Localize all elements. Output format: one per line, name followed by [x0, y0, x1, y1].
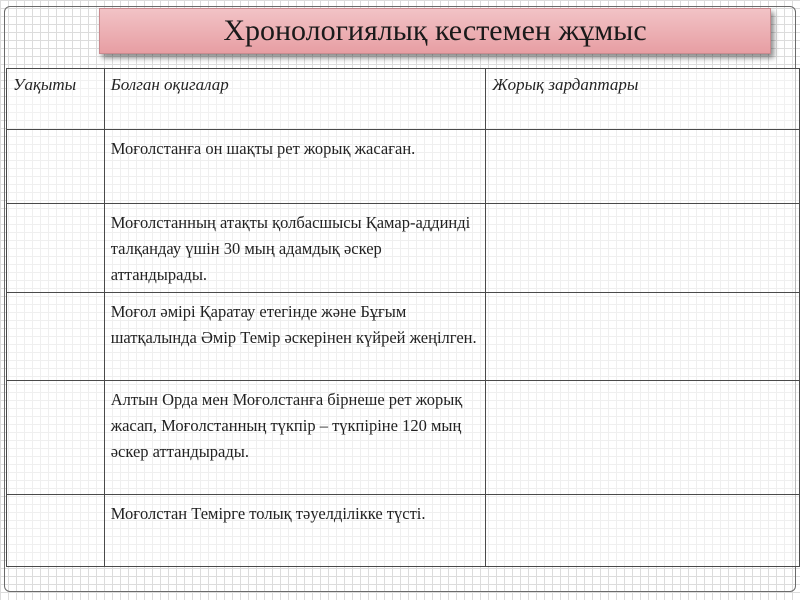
cell-event: Моғолстан Темірге толық тәуелділікке түсті. [104, 495, 486, 567]
header-time: Уақыты [7, 69, 105, 130]
cell-event: Моғолстанның атақты қолбасшысы Қамар-аддинді талқандау үшін 30 мың адамдық әскер аттандырады. [104, 204, 486, 293]
table-row [7, 495, 800, 567]
cell-consequence[interactable] [486, 495, 800, 567]
cell-consequence[interactable] [486, 204, 800, 293]
cell-event: Алтын Орда мен Моғолстанға бірнеше рет жорық жасап, Моғолстанның түкпір – түкпіріне 120 мың әскер аттандырады. [104, 381, 486, 495]
cell-time[interactable] [7, 204, 105, 293]
cell-time[interactable] [7, 381, 105, 495]
cell-consequence[interactable] [486, 293, 800, 381]
cell-time[interactable] [7, 495, 105, 567]
cell-event: Моғолстанға он шақты рет жорық жасаған. [104, 130, 486, 204]
cell-consequence[interactable] [486, 381, 800, 495]
table-row [7, 130, 800, 204]
table-row [7, 293, 800, 381]
chronology-table [6, 68, 800, 567]
header-events: Болган оқигалар [104, 69, 486, 130]
page-title: Хронологиялық кестемен жұмыс [223, 14, 647, 47]
cell-consequence[interactable] [486, 130, 800, 204]
table-row [7, 204, 800, 293]
header-consequences: Жорық зардаптары [486, 69, 800, 130]
table-header-row [7, 69, 800, 130]
cell-event: Моғол әмірі Қаратау етегінде және Бұғым шатқалында Әмір Темір әскерінен күйрей жеңілген. [104, 293, 486, 381]
cell-time[interactable] [7, 130, 105, 204]
title-banner [99, 8, 771, 54]
table-row [7, 381, 800, 495]
cell-time[interactable] [7, 293, 105, 381]
